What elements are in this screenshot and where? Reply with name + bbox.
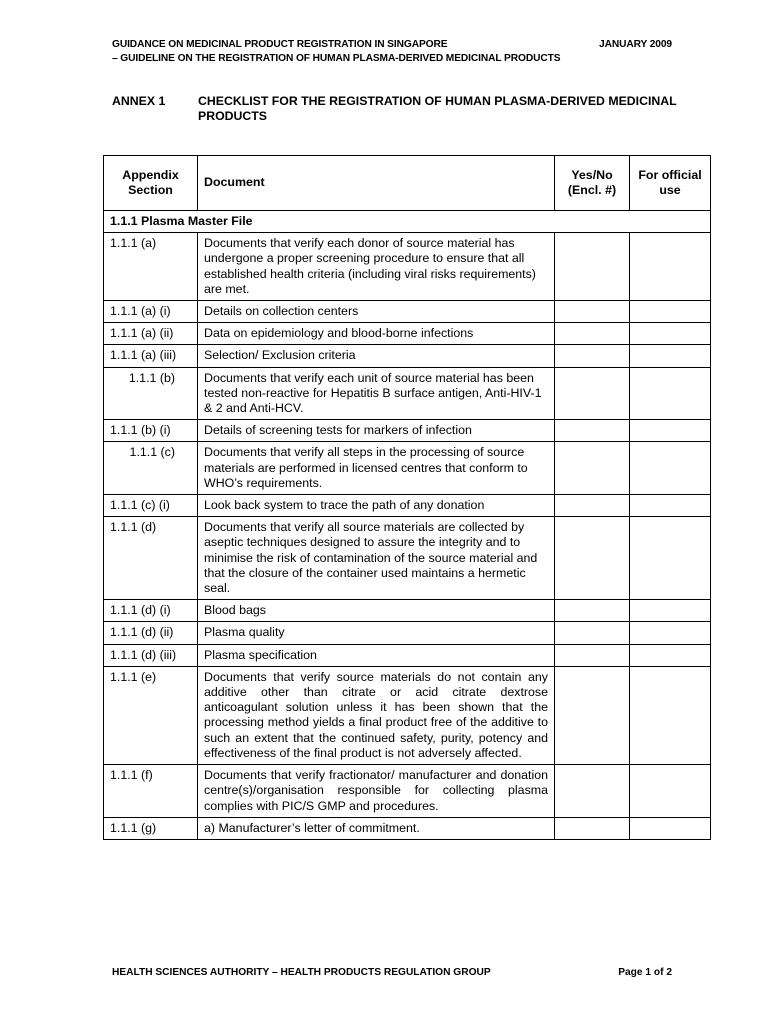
yes-no-cell[interactable] (555, 817, 630, 839)
section-row (104, 211, 711, 233)
row-code: 1.1.1 (a) (ii) (104, 323, 198, 345)
official-use-cell (630, 666, 711, 764)
row-code: 1.1.1 (b) (i) (104, 420, 198, 442)
official-use-cell (630, 495, 711, 517)
official-use-cell (630, 600, 711, 622)
checklist-table (103, 155, 711, 840)
header-subtitle: – GUIDELINE ON THE REGISTRATION OF HUMAN PLASMA-DERIVED MEDICINAL PRODUCTS (112, 53, 561, 64)
section-title: 1.1.1 Plasma Master File (104, 211, 711, 233)
row-document: Look back system to trace the path of any donation (198, 495, 555, 517)
yes-no-cell[interactable] (555, 495, 630, 517)
row-code: 1.1.1 (a) (i) (104, 301, 198, 323)
official-use-cell (630, 517, 711, 600)
official-use-cell (630, 233, 711, 301)
header-yes-no: Yes/No (Encl. #) (555, 156, 630, 211)
table-row (104, 345, 711, 367)
official-use-cell (630, 367, 711, 420)
yes-no-cell[interactable] (555, 622, 630, 644)
table-row (104, 495, 711, 517)
official-use-cell (630, 622, 711, 644)
header-document: Document (198, 156, 555, 211)
yes-no-cell[interactable] (555, 345, 630, 367)
yes-no-cell[interactable] (555, 233, 630, 301)
row-document: Plasma specification (198, 644, 555, 666)
page-header (112, 38, 672, 66)
yes-no-cell[interactable] (555, 420, 630, 442)
table-row (104, 323, 711, 345)
table-row (104, 367, 711, 420)
row-document: a) Manufacturer’s letter of commitment. (198, 817, 555, 839)
footer-organization: HEALTH SCIENCES AUTHORITY – HEALTH PRODUCTS REGULATION GROUP (112, 967, 491, 978)
row-document: Documents that verify each unit of source material has been tested non-reactive for Hepatitis B surface antigen, Anti-HIV-1 & 2 and Anti-HCV. (198, 367, 555, 420)
row-document: Data on epidemiology and blood-borne infections (198, 323, 555, 345)
table-row (104, 765, 711, 818)
header-appendix-section: Appendix Section (104, 156, 198, 211)
table-row (104, 666, 711, 764)
row-code: 1.1.1 (b) (104, 367, 198, 420)
table-header-row (104, 156, 711, 211)
table-row (104, 442, 711, 495)
yes-no-cell[interactable] (555, 323, 630, 345)
yes-no-cell[interactable] (555, 765, 630, 818)
yes-no-cell[interactable] (555, 367, 630, 420)
table-row (104, 301, 711, 323)
annex-title: CHECKLIST FOR THE REGISTRATION OF HUMAN PLASMA-DERIVED MEDICINAL PRODUCTS (198, 94, 677, 123)
official-use-cell (630, 644, 711, 666)
header-date: JANUARY 2009 (599, 39, 672, 50)
yes-no-cell[interactable] (555, 666, 630, 764)
official-use-cell (630, 817, 711, 839)
table-row (104, 517, 711, 600)
table-row (104, 600, 711, 622)
official-use-cell (630, 442, 711, 495)
row-code: 1.1.1 (d) (104, 517, 198, 600)
row-document: Details on collection centers (198, 301, 555, 323)
row-code: 1.1.1 (e) (104, 666, 198, 764)
page-footer (112, 966, 672, 980)
official-use-cell (630, 345, 711, 367)
row-code: 1.1.1 (d) (i) (104, 600, 198, 622)
table-row (104, 817, 711, 839)
row-document: Documents that verify fractionator/ manufacturer and donation centre(s)/organisation responsible for collecting plasma complies with PIC/S GMP and procedures. (198, 765, 555, 818)
annex-label: ANNEX 1 (112, 94, 166, 108)
page-number: Page 1 of 2 (618, 967, 672, 978)
row-document: Details of screening tests for markers of infection (198, 420, 555, 442)
row-document: Documents that verify all steps in the processing of source materials are performed in licensed centres that conform to WHO’s requirements. (198, 442, 555, 495)
official-use-cell (630, 323, 711, 345)
row-document: Selection/ Exclusion criteria (198, 345, 555, 367)
yes-no-cell[interactable] (555, 600, 630, 622)
row-document: Documents that verify all source materials are collected by aseptic techniques designed to assure the integrity and to minimise the risk of contamination of the source material and that the closure of the container used maintains a hermetic seal. (198, 517, 555, 600)
row-code: 1.1.1 (c) (i) (104, 495, 198, 517)
table-row (104, 644, 711, 666)
yes-no-cell[interactable] (555, 301, 630, 323)
header-title: GUIDANCE ON MEDICINAL PRODUCT REGISTRATION IN SINGAPORE (112, 39, 448, 50)
table-row (104, 420, 711, 442)
row-document: Blood bags (198, 600, 555, 622)
row-code: 1.1.1 (a) (104, 233, 198, 301)
official-use-cell (630, 301, 711, 323)
row-document: Documents that verify source materials do not contain any additive other than citrate or acid citrate dextrose anticoagulant solution unless it has been shown that the processing method yields a final product free of the additive to such an extent that the continued safety, purity, potency and effectiveness of the final product is not adversely affected. (198, 666, 555, 764)
official-use-cell (630, 420, 711, 442)
official-use-cell (630, 765, 711, 818)
table-row (104, 622, 711, 644)
header-official-use: For official use (630, 156, 711, 211)
row-code: 1.1.1 (f) (104, 765, 198, 818)
row-code: 1.1.1 (d) (ii) (104, 622, 198, 644)
yes-no-cell[interactable] (555, 644, 630, 666)
yes-no-cell[interactable] (555, 442, 630, 495)
table-row (104, 233, 711, 301)
yes-no-cell[interactable] (555, 517, 630, 600)
row-code: 1.1.1 (g) (104, 817, 198, 839)
row-code: 1.1.1 (a) (iii) (104, 345, 198, 367)
row-document: Plasma quality (198, 622, 555, 644)
row-code: 1.1.1 (c) (104, 442, 198, 495)
row-document: Documents that verify each donor of source material has undergone a proper screening procedure to ensure that all established health criteria (including viral risks requirements) are met. (198, 233, 555, 301)
row-code: 1.1.1 (d) (iii) (104, 644, 198, 666)
